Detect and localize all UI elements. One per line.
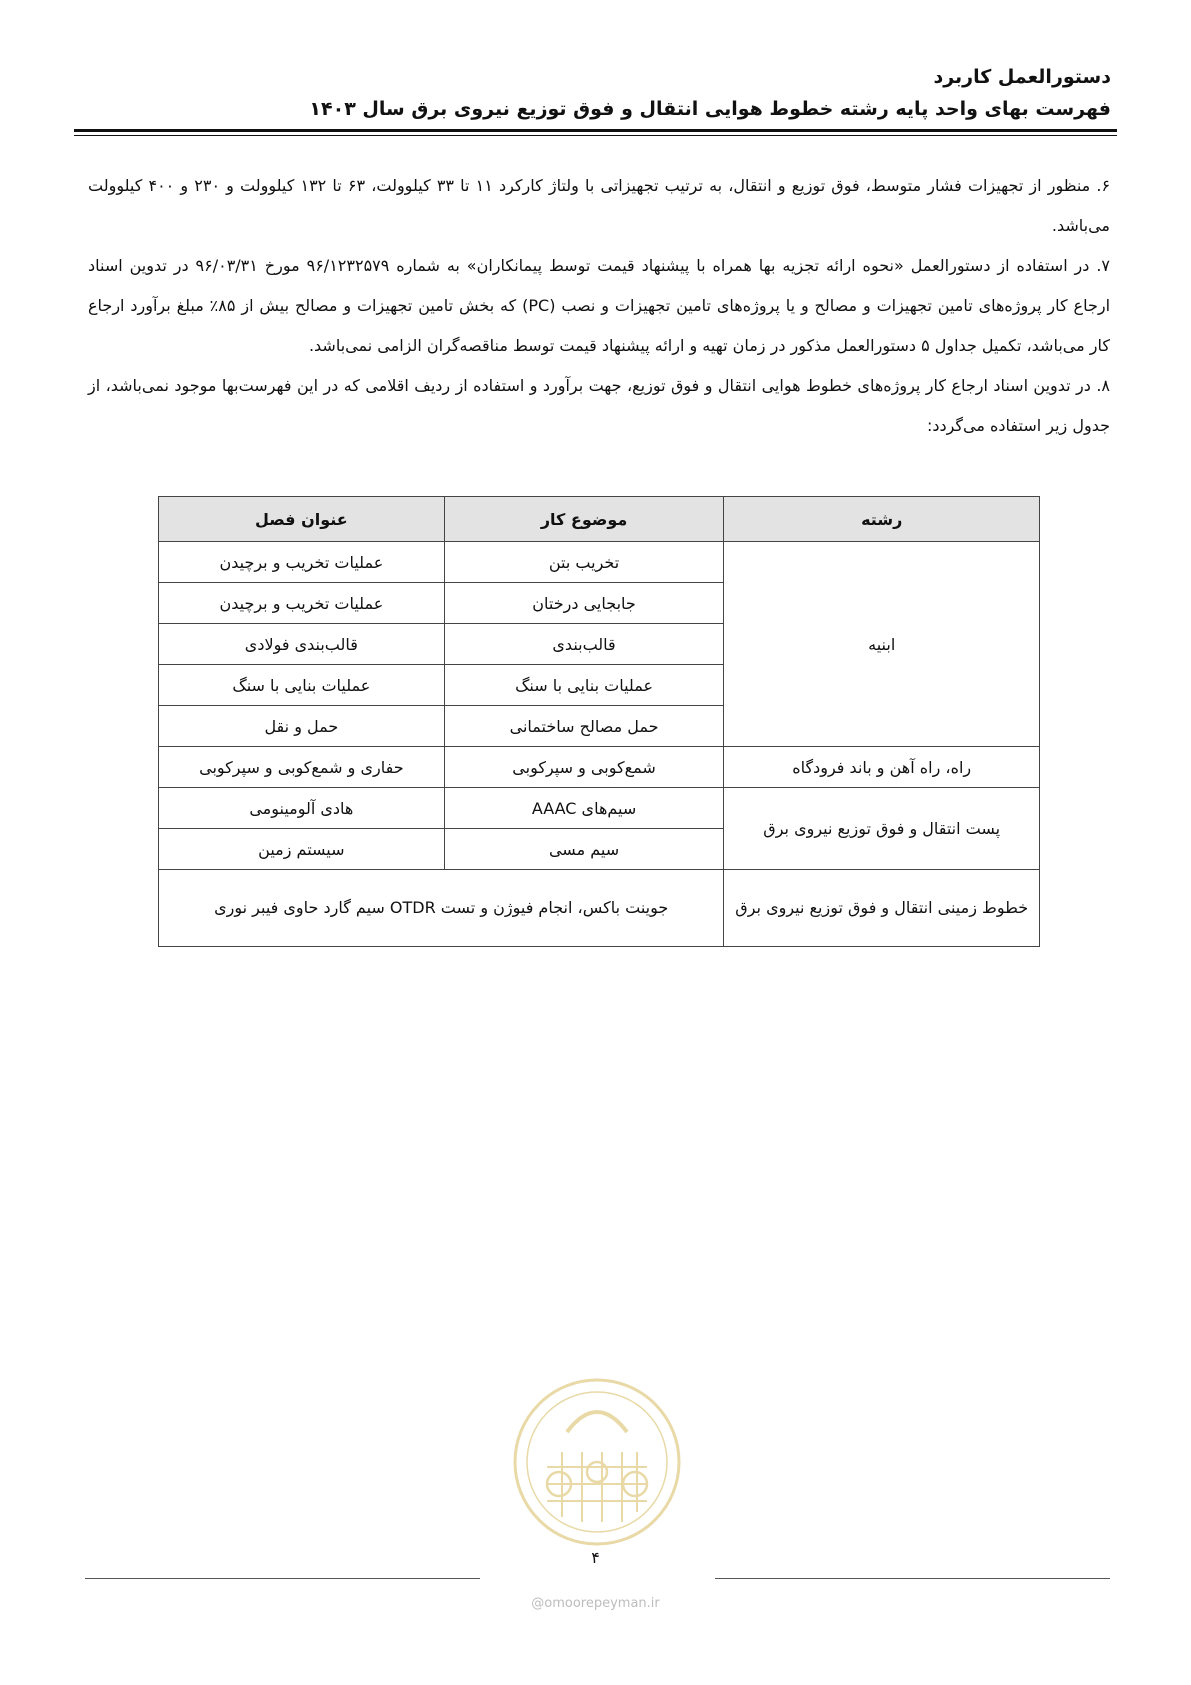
field-cell: ابنیه (724, 542, 1040, 747)
page-header (80, 62, 1111, 126)
paragraph-8: ۸. در تدوین اسناد ارجاع کار پروژه‌های خطوط هوایی انتقال و فوق توزیع، جهت برآورد و استفاده از ردیف اقلامی که در این فهرست‌بها موجود نمی‌باشد، از جدول زیر استفاده می‌گردد: (88, 376, 1110, 435)
header-chapter: عنوان فصل (159, 497, 445, 542)
chapter-cell: عملیات تخریب و برچیدن (159, 583, 445, 624)
body-text (88, 166, 1110, 446)
chapter-cell: قالب‌بندی فولادی (159, 624, 445, 665)
merged-cell: جوینت باکس، انجام فیوژن و تست OTDR سیم گارد حاوی فیبر نوری (159, 870, 724, 947)
subject-cell: سیم‌های AAAC (444, 788, 724, 829)
table-row (159, 747, 1040, 788)
table-header-row (159, 497, 1040, 542)
header-line-2: فهرست بهای واحد پایه رشته خطوط هوایی انتقال و فوق توزیع نیروی برق سال ۱۴۰۳ (309, 98, 1111, 120)
chapter-cell: حمل و نقل (159, 706, 445, 747)
subject-cell: حمل مصالح ساختمانی (444, 706, 724, 747)
reference-table (158, 496, 1040, 947)
subject-cell: عملیات بنایی با سنگ (444, 665, 724, 706)
table-row (159, 870, 1040, 947)
table-row (159, 542, 1040, 583)
header-rule-thick (74, 129, 1117, 132)
chapter-cell: سیستم زمین (159, 829, 445, 870)
footer-rule-right (715, 1578, 1110, 1579)
paragraph-7: ۷. در استفاده از دستورالعمل «نحوه ارائه تجزیه بها همراه با پیشنهاد قیمت توسط پیمانکاران» به شماره ۹۶/۱۲۳۲۵۷۹ مورخ ۹۶/۰۳/۳۱ در تدوین اسناد ارجاع کار پروژه‌های تامین تجهیزات و مصالح و یا پروژه‌های تامین تجهیزات و نصب (PC) که بخش تامین تجهیزات و مصالح بیش از ۸۵٪ مبلغ برآورد ارجاع کار می‌باشد، تکمیل جداول ۵ دستورالعمل مذکور در زمان تهیه و ارائه پیشنهاد قیمت توسط مناقصه‌گران الزامی نمی‌باشد. (88, 256, 1111, 355)
chapter-cell: عملیات بنایی با سنگ (159, 665, 445, 706)
field-cell: پست انتقال و فوق توزیع نیروی برق (724, 788, 1040, 870)
header-subject: موضوع کار (444, 497, 724, 542)
chapter-cell: عملیات تخریب و برچیدن (159, 542, 445, 583)
website-watermark: @omoorepeyman.ir (531, 1596, 660, 1611)
subject-cell: جابجایی درختان (444, 583, 724, 624)
table-row (159, 788, 1040, 829)
subject-cell: تخریب بتن (444, 542, 724, 583)
footer-rule-left (85, 1578, 480, 1579)
header-line-1: دستورالعمل کاربرد (933, 66, 1111, 88)
subject-cell: سیم مسی (444, 829, 724, 870)
header-rule-thin (74, 135, 1117, 136)
header-field: رشته (724, 497, 1040, 542)
chapter-cell: هادی آلومینومی (159, 788, 445, 829)
field-cell: خطوط زمینی انتقال و فوق توزیع نیروی برق (724, 870, 1040, 947)
field-cell: راه، راه آهن و باند فرودگاه (724, 747, 1040, 788)
seal-icon (507, 1372, 687, 1552)
page-number: ۴ (591, 1548, 600, 1567)
subject-cell: قالب‌بندی (444, 624, 724, 665)
paragraph-6: ۶. منظور از تجهیزات فشار متوسط، فوق توزیع و انتقال، به ترتیب تجهیزاتی با ولتاژ کارکرد ۱۱ تا ۳۳ کیلوولت، ۶۳ تا ۱۳۲ کیلوولت و ۲۳۰ و ۴۰۰ کیلوولت می‌باشد. (88, 176, 1111, 235)
subject-cell: شمع‌کوبی و سپرکوبی (444, 747, 724, 788)
chapter-cell: حفاری و شمع‌کوبی و سپرکوبی (159, 747, 445, 788)
